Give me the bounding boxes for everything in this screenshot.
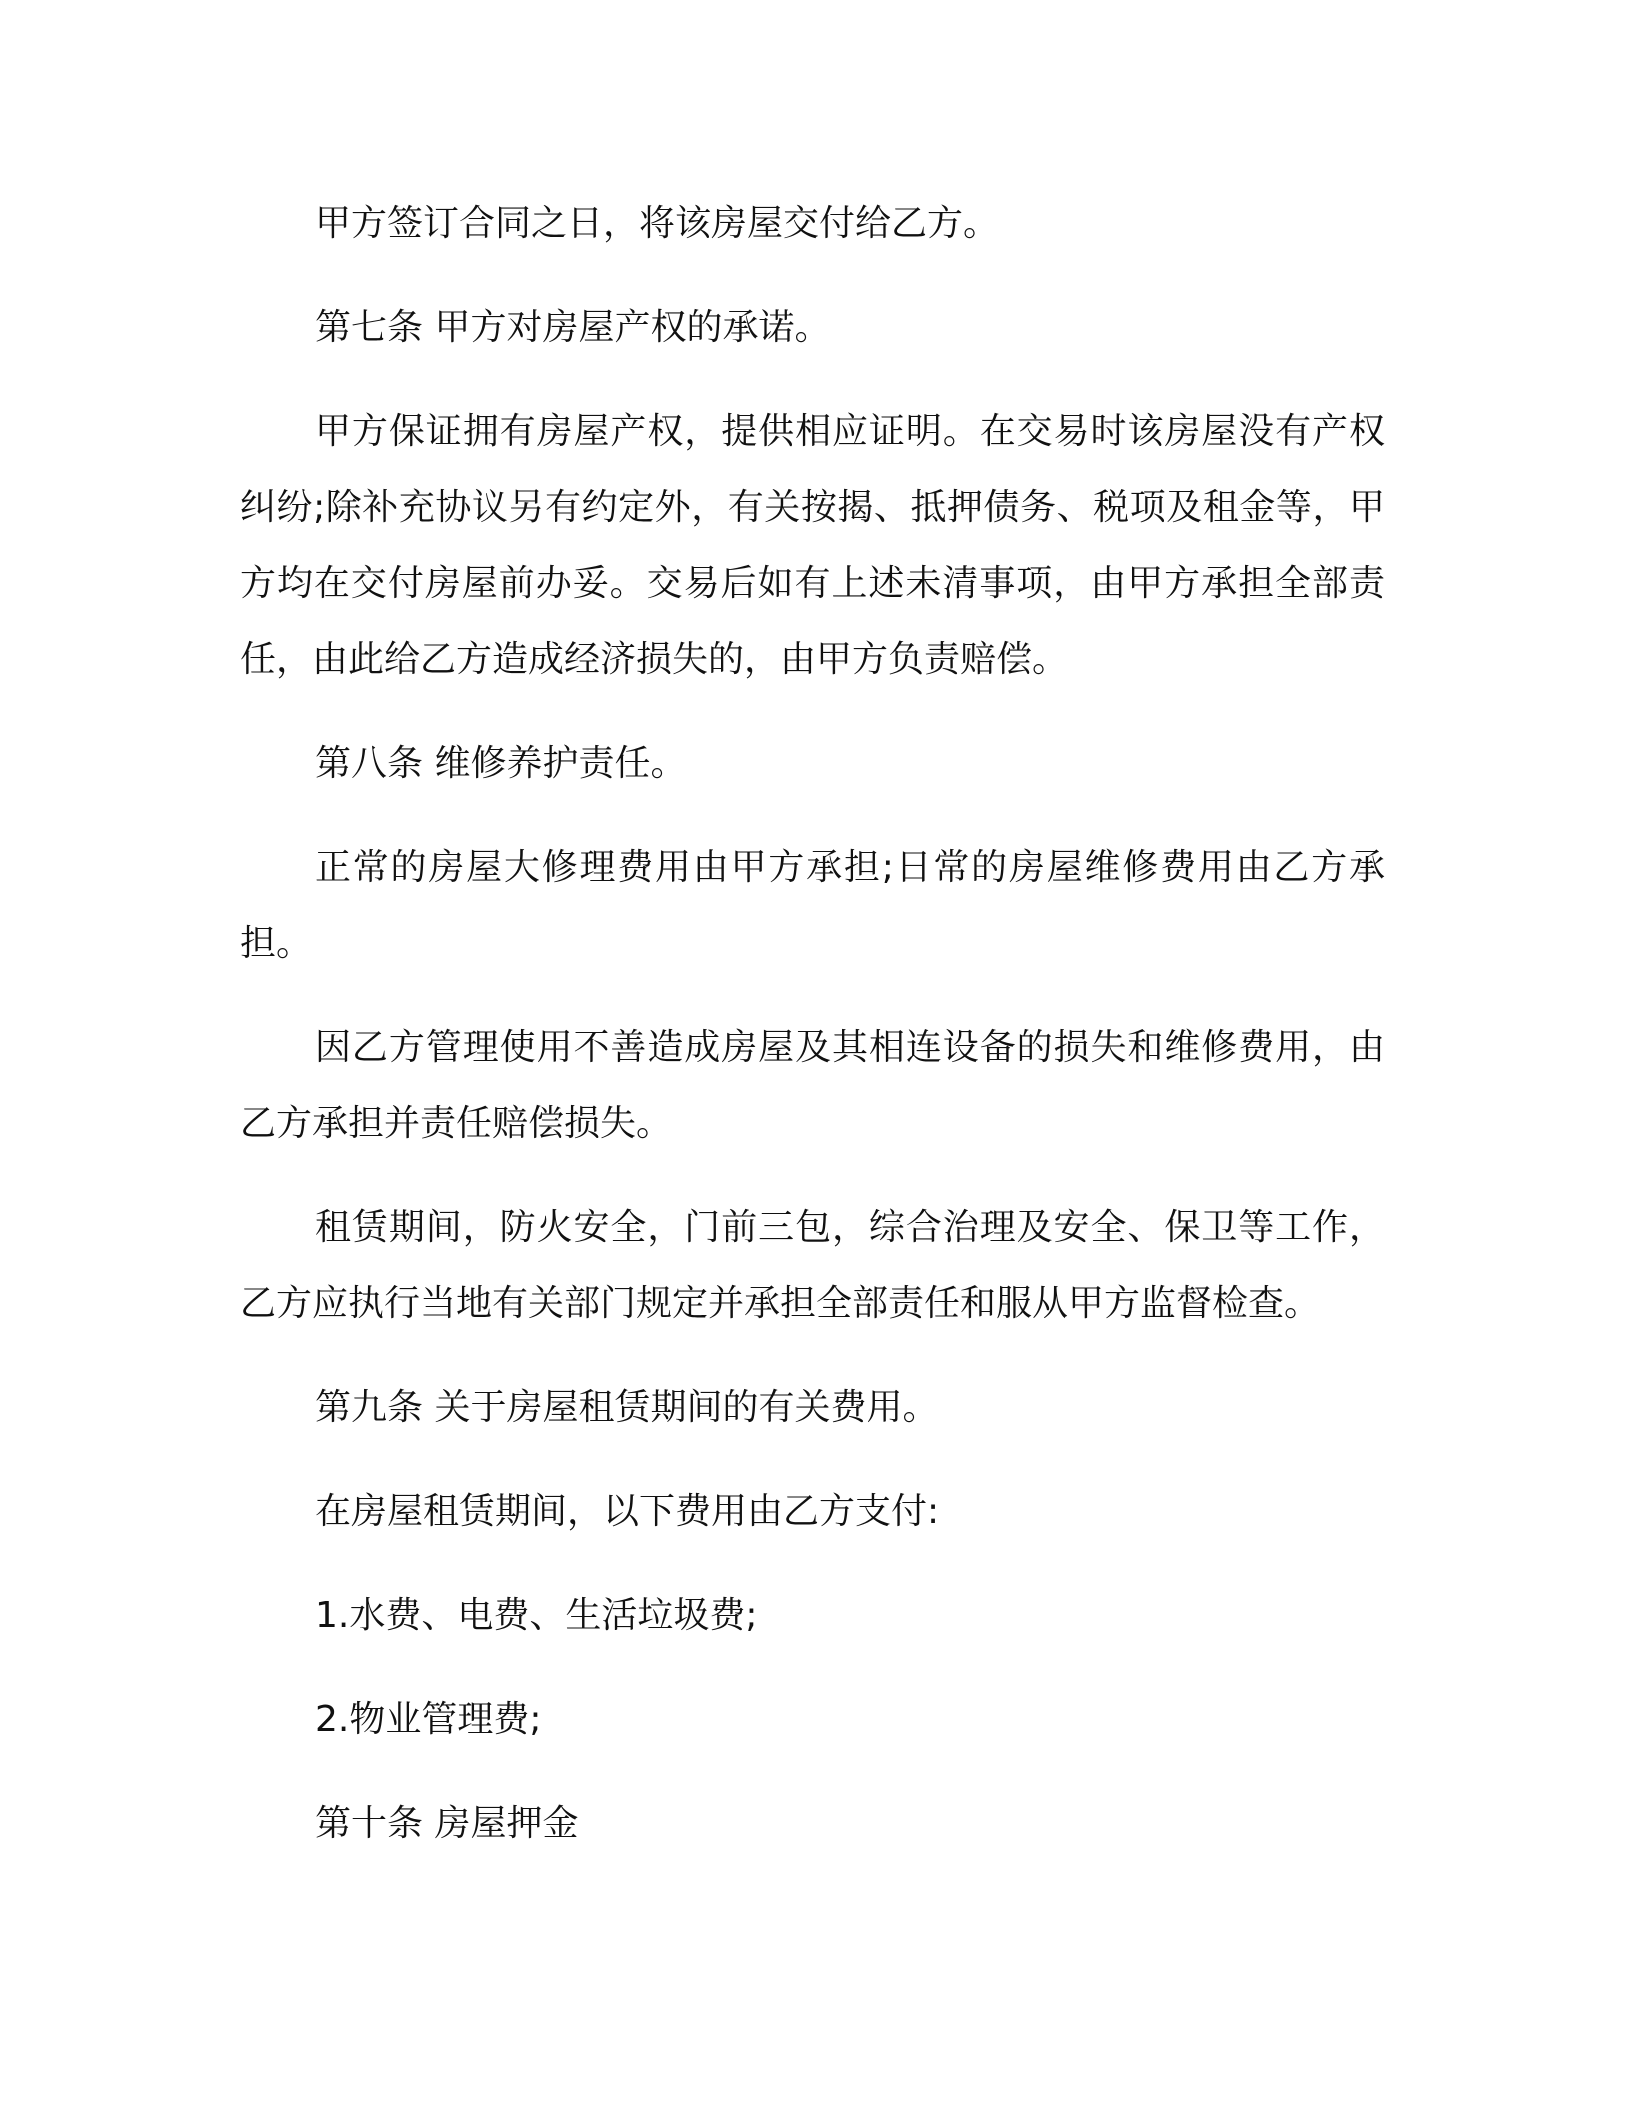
- heading-article-10: 第十条 房屋押金: [315, 1803, 579, 1844]
- paragraph-repair-costs: 正常的房屋大修理费用由甲方承担;日常的房屋维修费用由乙方承担。: [240, 847, 1385, 964]
- paragraph-damage-liability: 因乙方管理使用不善造成房屋及其相连设备的损失和维修费用，由乙方承担并责任赔偿损失。: [240, 1027, 1385, 1144]
- paragraph-safety-duties: 租赁期间，防火安全，门前三包，综合治理及安全、保卫等工作，乙方应执行当地有关部门规定并承担全部责任和服从甲方监督检查。: [240, 1207, 1385, 1324]
- document-body: [240, 186, 1385, 1890]
- paragraph-delivery: 甲方签订合同之日，将该房屋交付给乙方。: [315, 203, 1000, 244]
- paragraph-fees-intro: 在房屋租赁期间，以下费用由乙方支付:: [315, 1491, 940, 1532]
- heading-article-7: 第七条 甲方对房屋产权的承诺。: [315, 307, 831, 348]
- paragraph-property-rights: 甲方保证拥有房屋产权，提供相应证明。在交易时该房屋没有产权纠纷;除补充协议另有约定外，有关按揭、抵押债务、税项及租金等，甲方均在交付房屋前办妥。交易后如有上述未清事项，由甲方承担全部责任，由此给乙方造成经济损失的，由甲方负责赔偿。: [240, 411, 1385, 680]
- list-item-property-fee: 2.物业管理费;: [315, 1699, 542, 1740]
- heading-article-9: 第九条 关于房屋租赁期间的有关费用。: [315, 1387, 939, 1428]
- heading-article-8: 第八条 维修养护责任。: [315, 743, 687, 784]
- list-item-utilities: 1.水费、电费、生活垃圾费;: [315, 1595, 758, 1636]
